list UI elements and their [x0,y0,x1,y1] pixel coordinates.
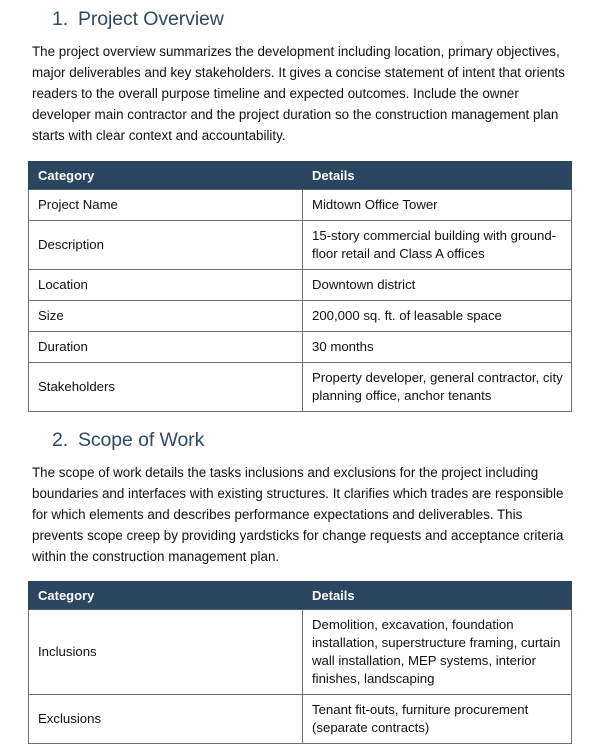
cell-category: Size [29,301,303,332]
cell-category: Inclusions [29,610,303,695]
cell-category: Location [29,270,303,301]
table-row [29,301,572,332]
cell-category: Description [29,221,303,270]
table-header-row-1 [29,162,572,190]
section-heading-scope-of-work [0,429,600,452]
section-title: Project Overview [78,8,224,30]
section-number: 2. [52,429,69,451]
column-header-category: Category [29,162,303,190]
section-title: Scope of Work [78,429,205,451]
spacer-before-table-2 [0,567,600,581]
section-heading-project-overview [0,8,600,31]
column-header-details: Details [303,582,572,610]
table-row [29,190,572,221]
cell-details: Midtown Office Tower [303,190,572,221]
cell-category: Stakeholders [29,363,303,412]
column-header-details: Details [303,162,572,190]
column-header-category: Category [29,582,303,610]
table-row [29,270,572,301]
table-row [29,363,572,412]
section-number: 1. [52,8,69,30]
spacer-before-table-1 [0,146,600,161]
scope-of-work-table [28,581,572,744]
cell-details: Tenant fit-outs, furniture procurement (separate contracts) [303,695,572,744]
cell-category: Exclusions [29,695,303,744]
table-row [29,221,572,270]
table-row [29,610,572,695]
cell-details: Downtown district [303,270,572,301]
spacer-after-table-1 [0,412,600,429]
spacer-top [0,0,600,8]
cell-category: Duration [29,332,303,363]
cell-details: Demolition, excavation, foundation installation, superstructure framing, curtain wall installation, MEP systems, interior finishes, landscaping [303,610,572,695]
table-row [29,332,572,363]
cell-details: 200,000 sq. ft. of leasable space [303,301,572,332]
table-row [29,695,572,744]
project-overview-table [28,161,572,412]
cell-details: 30 months [303,332,572,363]
table-header-row-2 [29,582,572,610]
cell-details: 15-story commercial building with ground-floor retail and Class A offices [303,221,572,270]
section-paragraph-scope-of-work: The scope of work details the tasks inclusions and exclusions for the project including boundaries and interfaces with existing structures. It clarifies which trades are responsible for which elements and describes performance expectations and deliverables. This prevents scope creep by providing yardsticks for change requests and acceptance criteria within the construction management plan. [32,465,564,564]
spacer-after-heading-1 [0,31,600,41]
cell-details: Property developer, general contractor, city planning office, anchor tenants [303,363,572,412]
cell-category: Project Name [29,190,303,221]
section-paragraph-project-overview: The project overview summarizes the development including location, primary objectives, major deliverables and key stakeholders. It gives a concise statement of intent that orients readers to the overall purpose timeline and expected outcomes. Include the owner developer main contractor and the project duration so the construction management plan starts with clear context and accountability. [32,44,565,143]
spacer-after-heading-2 [0,452,600,462]
